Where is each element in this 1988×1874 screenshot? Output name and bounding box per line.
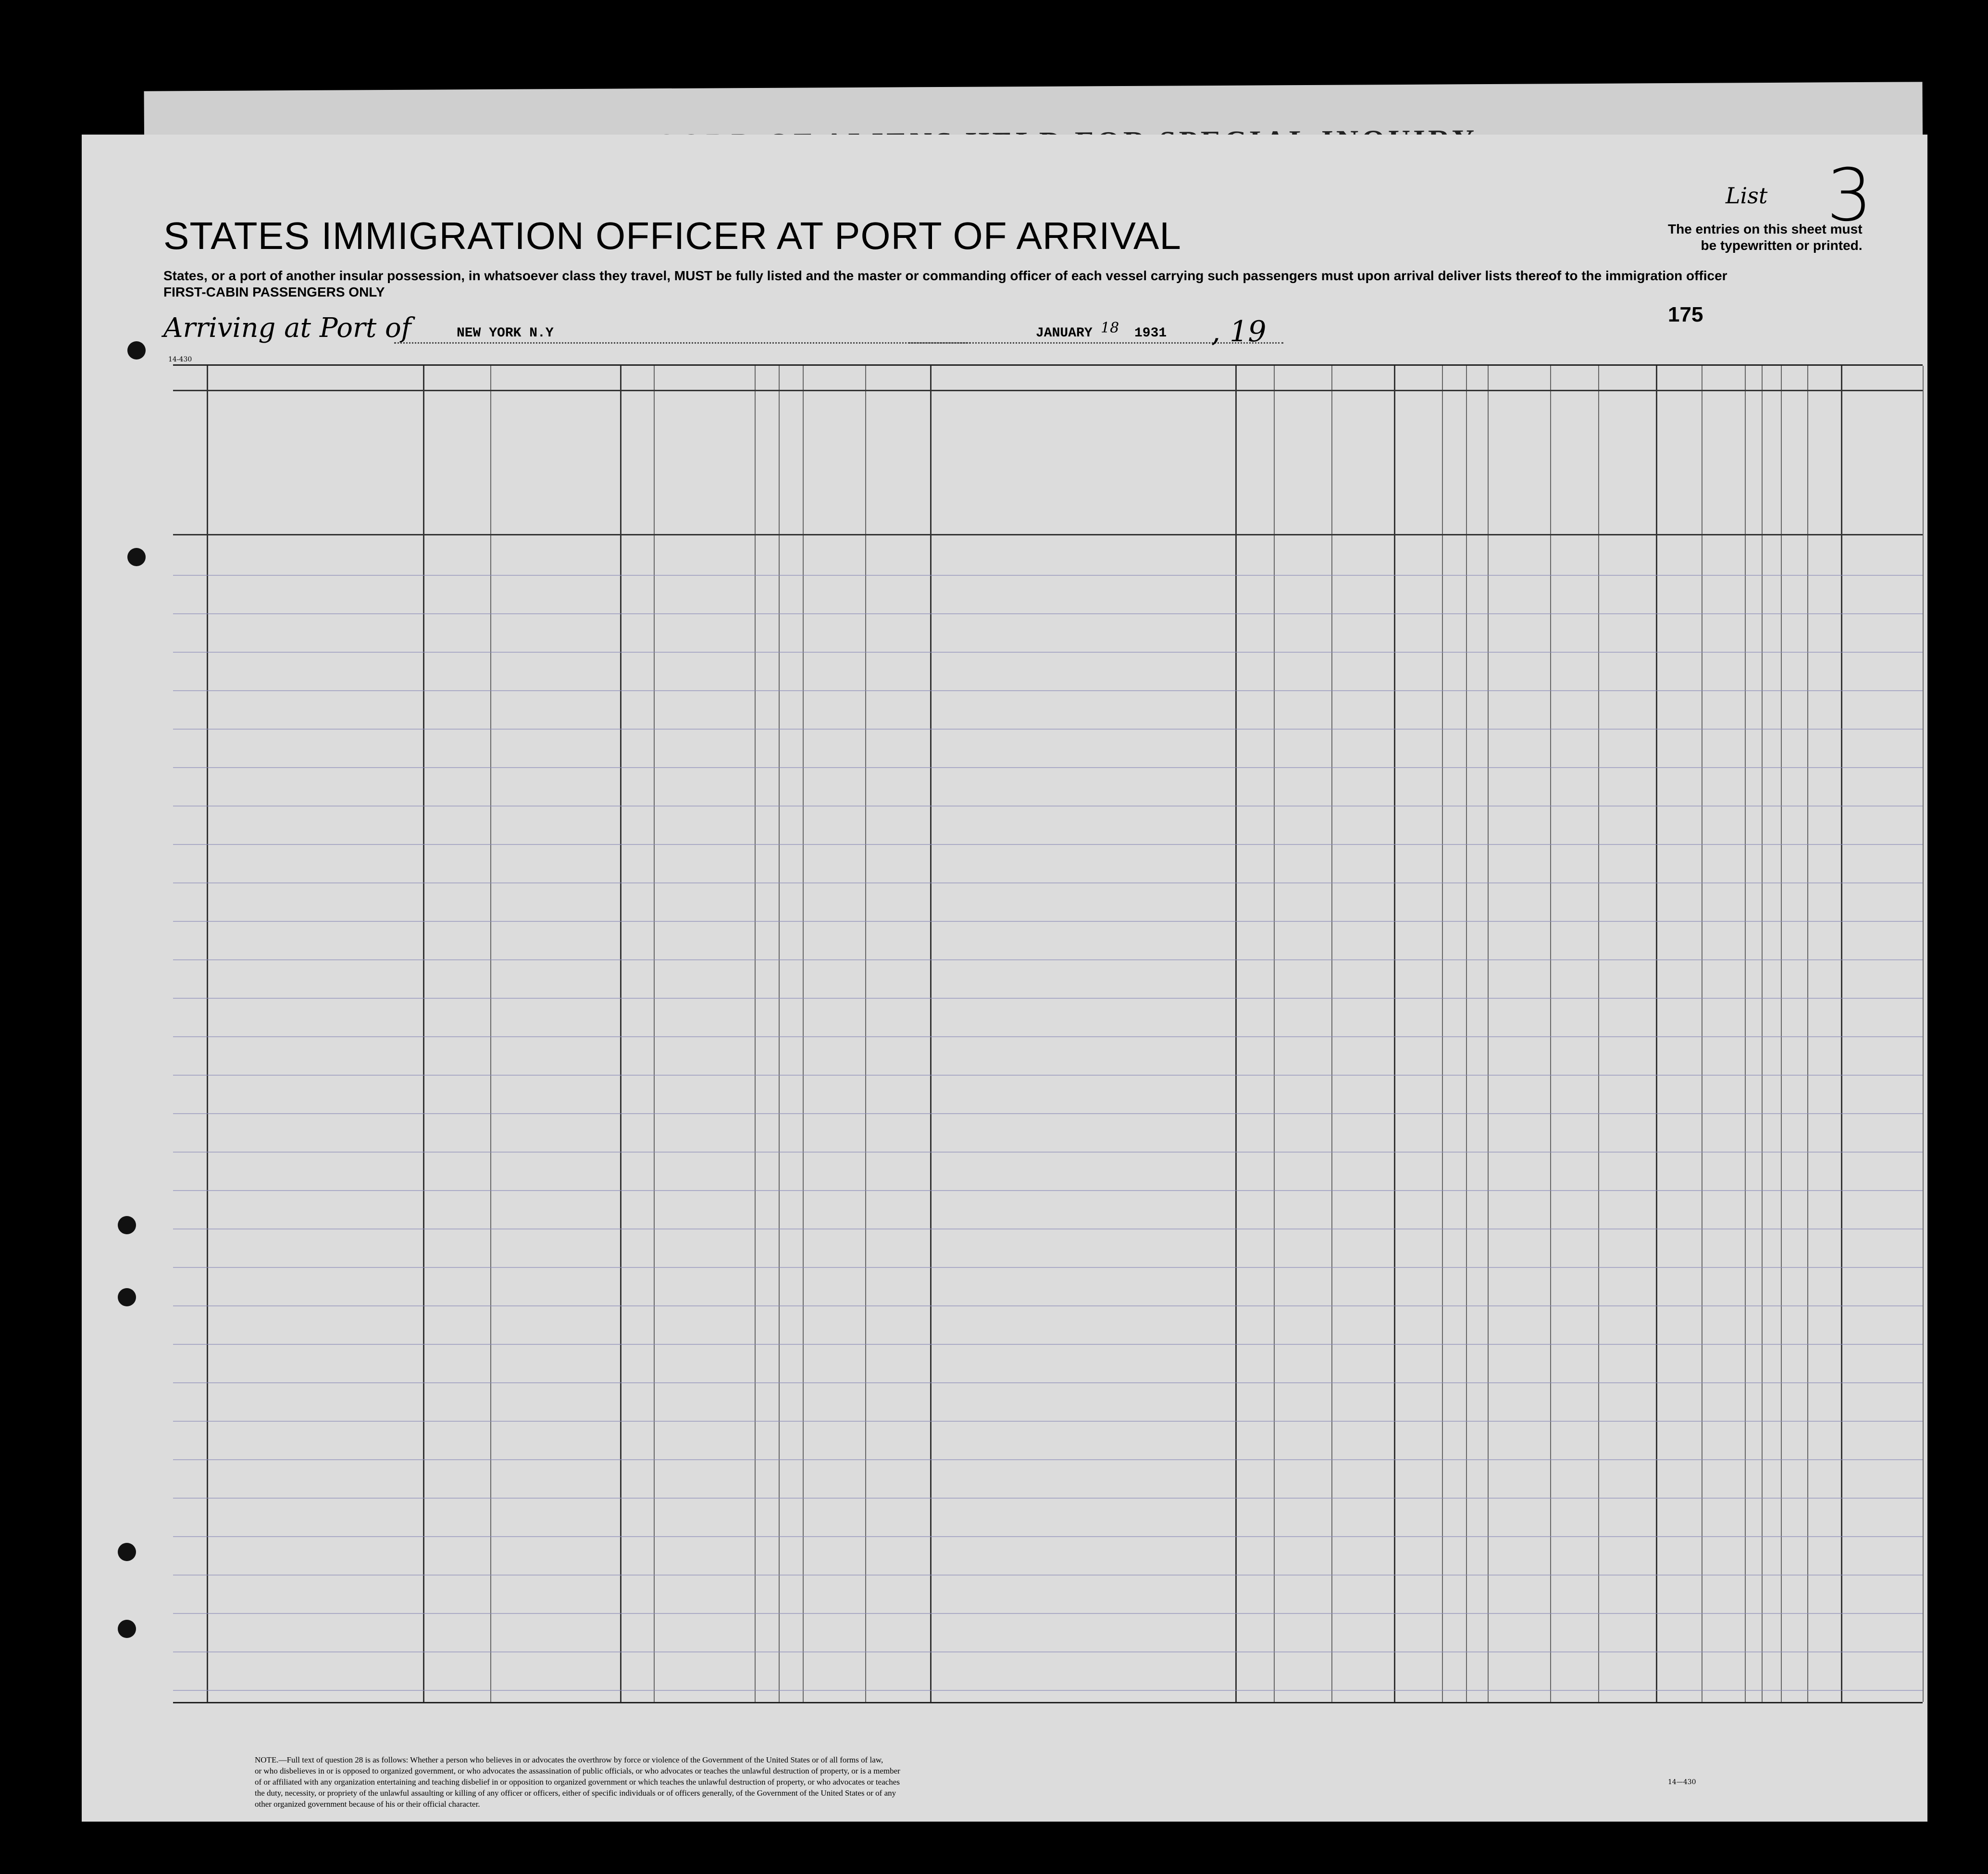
row-rule xyxy=(173,921,1923,922)
row-rule xyxy=(173,1036,1923,1037)
row-rule xyxy=(173,767,1923,768)
arriving-label: Arriving at Port of xyxy=(163,312,411,344)
page-title: STATES IMMIGRATION OFFICER AT PORT OF ARRIVAL xyxy=(163,214,1181,257)
form-code: 14-430 xyxy=(168,356,192,363)
column-divider xyxy=(1488,366,1489,1702)
column-divider xyxy=(1331,366,1332,1702)
row-rule xyxy=(173,1651,1923,1652)
column-divider xyxy=(423,366,424,1702)
binder-hole xyxy=(118,1216,136,1234)
column-divider xyxy=(1762,366,1763,1702)
port-name: NEW YORK N.Y xyxy=(457,326,554,341)
column-divider xyxy=(930,366,932,1702)
instructions-text: States, or a port of another insular possession, in whatsoever class they travel, MUST be fully listed and the master or commanding officer of each vessel carrying such passengers must upon arrival deliver lists thereof to the immigration officer xyxy=(163,268,1727,283)
row-rule xyxy=(173,1305,1923,1306)
column-divider xyxy=(1274,366,1275,1702)
row-rule xyxy=(173,959,1923,960)
arrival-date: JANUARY xyxy=(1036,326,1093,341)
column-divider xyxy=(620,366,621,1702)
row-rule xyxy=(173,1613,1923,1614)
column-divider xyxy=(1235,366,1237,1702)
row-rule xyxy=(173,882,1923,883)
row-rule xyxy=(173,844,1923,845)
binder-hole xyxy=(118,1543,136,1561)
column-divider xyxy=(1745,366,1746,1702)
column-divider xyxy=(1394,366,1395,1702)
year-label: , 19 xyxy=(1211,315,1267,348)
column-divider xyxy=(1656,366,1657,1702)
row-rule xyxy=(173,652,1923,653)
column-divider xyxy=(1598,366,1599,1702)
entries-note: The entries on this sheet must be typewritten or printed. xyxy=(1668,222,1863,253)
row-rule xyxy=(173,1536,1923,1537)
row-rule xyxy=(173,1113,1923,1114)
row-rule xyxy=(173,729,1923,730)
column-divider xyxy=(207,366,208,1702)
column-divider xyxy=(803,366,804,1702)
column-divider xyxy=(654,366,655,1702)
column-divider xyxy=(755,366,756,1702)
row-rule xyxy=(173,1459,1923,1460)
list-number: 3 xyxy=(1826,154,1873,237)
row-rule xyxy=(173,613,1923,614)
row-rule xyxy=(173,1421,1923,1422)
row-rule xyxy=(173,1498,1923,1499)
list-label: List xyxy=(1726,183,1768,209)
row-rule xyxy=(173,998,1923,999)
column-divider xyxy=(1781,366,1782,1702)
first-cabin-label: FIRST-CABIN PASSENGERS ONLY xyxy=(163,285,385,299)
footer-note: NOTE.—Full text of question 28 is as follows: Whether a person who believes in or advocates the overthrow by force or violence of the Government of the United States or of all forms of law, or who disbelieves in or is opposed to organized government, or who advocates the assassination of public officials, or who advocates or teaches the unlawful destruction of property, or is a member of or affiliated with any organization entertaining and teaching disbelief in or opposition to organized government or which teaches the unlawful destruction of property, or who advocates or teaches the duty, necessity, or propriety of the unlawful assaulting or killing of any officer or officers, either of specific individuals or of officers generally, of the Government of the United States or of any other organized government because of his or their official character. xyxy=(255,1755,900,1809)
column-divider xyxy=(1442,366,1443,1702)
column-divider xyxy=(1550,366,1551,1702)
arrival-date-day: 18 xyxy=(1101,320,1119,336)
column-divider xyxy=(1807,366,1808,1702)
row-rule xyxy=(173,1267,1923,1268)
row-rule xyxy=(173,1690,1923,1691)
column-divider xyxy=(1841,366,1842,1702)
row-rule xyxy=(173,575,1923,576)
binder-hole xyxy=(118,1620,136,1638)
row-rule xyxy=(173,1382,1923,1383)
port-dotted-line xyxy=(394,342,971,344)
header-divider xyxy=(173,390,1923,391)
binder-hole xyxy=(127,548,146,566)
footer-code: 14—430 xyxy=(1668,1778,1696,1786)
row-rule xyxy=(173,1190,1923,1191)
header-divider xyxy=(173,534,1923,535)
row-rule xyxy=(173,1575,1923,1576)
column-divider xyxy=(779,366,780,1702)
row-rule xyxy=(173,1075,1923,1076)
row-rule xyxy=(173,806,1923,807)
column-divider xyxy=(1923,366,1924,1702)
page-number: 175 xyxy=(1668,303,1703,326)
row-rule xyxy=(173,1152,1923,1153)
column-divider xyxy=(490,366,491,1702)
manifest-page xyxy=(82,135,1927,1822)
row-rule xyxy=(173,690,1923,691)
binder-hole xyxy=(127,341,146,360)
binder-hole xyxy=(118,1288,136,1306)
arrival-date-year: 1931 xyxy=(1134,326,1167,341)
manifest-table xyxy=(173,364,1923,1703)
column-divider xyxy=(1466,366,1467,1702)
row-rule xyxy=(173,1344,1923,1345)
column-divider xyxy=(865,366,866,1702)
